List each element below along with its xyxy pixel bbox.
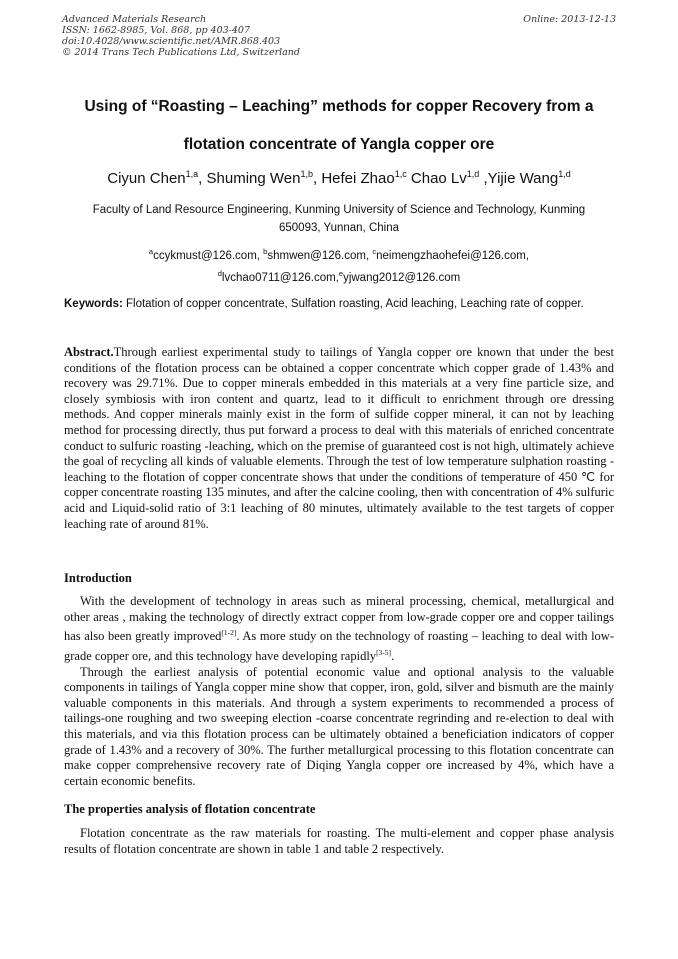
abstract-label: Abstract. [64, 345, 114, 359]
email-list [60, 243, 618, 287]
keywords-text: Flotation of copper concentrate, Sulfation roasting, Acid leaching, Leaching rate of copper. [122, 298, 584, 310]
author-affil-mark: 1,a [185, 169, 199, 179]
citation[interactable]: [3-5] [376, 647, 392, 657]
properties-body [64, 826, 614, 857]
email-address: ccykmust@126.com [153, 249, 257, 262]
section-heading-introduction: Introduction [64, 571, 132, 585]
email-address: yjwang2012@126.com [343, 271, 461, 284]
author [411, 170, 488, 187]
journal-name: Advanced Materials Research [62, 14, 207, 25]
author-name: Yijie Wang [487, 170, 559, 187]
keywords-label: Keywords: [64, 298, 123, 310]
author-name: Ciyun Chen [107, 170, 186, 187]
title-line-2: flotation concentrate of Yangla copper ore [183, 136, 495, 153]
email-separator: , [335, 271, 339, 284]
email[interactable] [372, 247, 530, 262]
author-separator: , [198, 170, 207, 187]
author-affil-mark: 1,d [558, 169, 571, 179]
online-date: Online: 2013-12-13 [523, 14, 616, 25]
section-heading-properties: The properties analysis of flotation concentrate [64, 802, 316, 816]
email-address: neimengzhaohefei@126.com [376, 249, 526, 262]
author-name: Shuming Wen [206, 170, 301, 187]
author [488, 170, 571, 187]
email[interactable] [338, 268, 461, 284]
journal-issn: ISSN: 1662-8985, Vol. 868, pp 403-407 [62, 25, 251, 36]
author-affil-mark: 1,d [466, 169, 480, 179]
journal-header [62, 14, 300, 58]
abstract-text: Through earliest experimental study to tailings of Yangla copper ore known that under the best conditions of the flotation process can be obtained a copper concentrate which copper grade of 1.43% and recovery was 29.71%. Due to copper minerals embedded in this materials at a very fine particle size, and closely symbiosis with iron content and quartz, lead to it difficult to enrichment through ore dressing methods. And copper minerals mainly exist in the form of sulfide copper mineral, it can not by leaching method for processing directly, thus put forward a process to deal with this materials of enriched concentrate conduct to sulfuric roasting -leaching, which on the premise of guaranteed cost is not high, ultimately achieve the goal of recycling all kinds of valuable elements. Through the test of low temperature sulphation roasting - leaching to the flotation of copper concentrate shows that under the conditions of temperature of 450 ℃ for copper concentrate roasting 135 minutes, and after the calcine cooling, then with concentration of 4% sulfuric acid and Liquid-solid ratio of 3:1 leaching of 80 minutes, ultimately available to the test targets of copper leaching rate of around 81%. [64, 345, 614, 531]
author [107, 170, 206, 187]
introduction-body [64, 594, 614, 789]
journal-copyright: © 2014 Trans Tech Publications Ltd, Switzerland [62, 47, 301, 58]
abstract [64, 345, 614, 532]
email-address: shmwen@126.com [267, 249, 366, 262]
email-mark: e [338, 268, 344, 278]
citation[interactable]: [1-2] [221, 628, 237, 638]
email[interactable] [217, 268, 339, 284]
author-name: Hefei Zhao [321, 170, 395, 187]
paragraph-text: With the development of technology in areas such as mineral processing, chemical, metallurgical and other areas , making the technology of directly extract copper from low-grade copper ore and copper tailings has also been greatly improved [64, 594, 614, 644]
paragraph-text: . As more study on the technology of roasting – leaching to deal with low-grade copper ore, and this technology have developing rapidly [64, 629, 614, 664]
email-mark: a [148, 247, 154, 256]
email-mark: c [372, 247, 377, 256]
email[interactable] [148, 247, 264, 262]
email-separator: , [525, 249, 530, 262]
author-separator: , [312, 170, 322, 187]
author [207, 170, 322, 187]
affiliation-line-2: 650093, Yunnan, China [278, 222, 399, 234]
affiliation [60, 201, 618, 237]
email-mark: b [263, 247, 268, 256]
paper-title [40, 88, 638, 164]
paragraph: Through the earliest analysis of potential economic value and optional analysis to the valuable components in tailings of Yangla copper mine show that copper, iron, gold, silver and bismuth are the mainly valuable components in this materials. And through a system experiments to recommended a process of tailings-one roughing and two sweeping election -coarse concentrate regrinding and re-election to deal with this materials, and via this flotation process can be ultimately obtained a beneficiation indicators of copper grade of 1.43% and a recovery of 30%. The further metallurgical processing to this flotation concentrate can make copper comprehensive recovery rate of Diqing Yangla copper ore increased by 4%, which have a certain economic benefits. [64, 664, 614, 788]
author-affil-mark: 1,b [300, 169, 313, 179]
keywords [64, 297, 614, 312]
paragraph [64, 594, 614, 665]
email-separator: , [256, 249, 264, 262]
author-list [40, 164, 638, 189]
author-separator: , [479, 170, 488, 187]
affiliation-line-1: Faculty of Land Resource Engineering, Kunming University of Science and Technology, Kunming [92, 204, 586, 216]
author [321, 170, 411, 187]
author-affil-mark: 1,c [394, 169, 407, 179]
title-line-1: Using of “Roasting – Leaching” methods for copper Recovery from a [84, 98, 594, 115]
email-separator: , [365, 249, 373, 262]
journal-doi[interactable]: doi:10.4028/www.scientific.net/AMR.868.403 [62, 36, 281, 47]
email-address: lvchao0711@126.com [221, 271, 336, 284]
paragraph-text: . [391, 649, 395, 664]
paragraph: Flotation concentrate as the raw materials for roasting. The multi-element and copper phase analysis results of flotation concentrate are shown in table 1 and table 2 respectively. [64, 826, 614, 856]
email-mark: d [217, 268, 222, 278]
author-name: Chao Lv [410, 170, 467, 187]
email[interactable] [263, 247, 373, 262]
